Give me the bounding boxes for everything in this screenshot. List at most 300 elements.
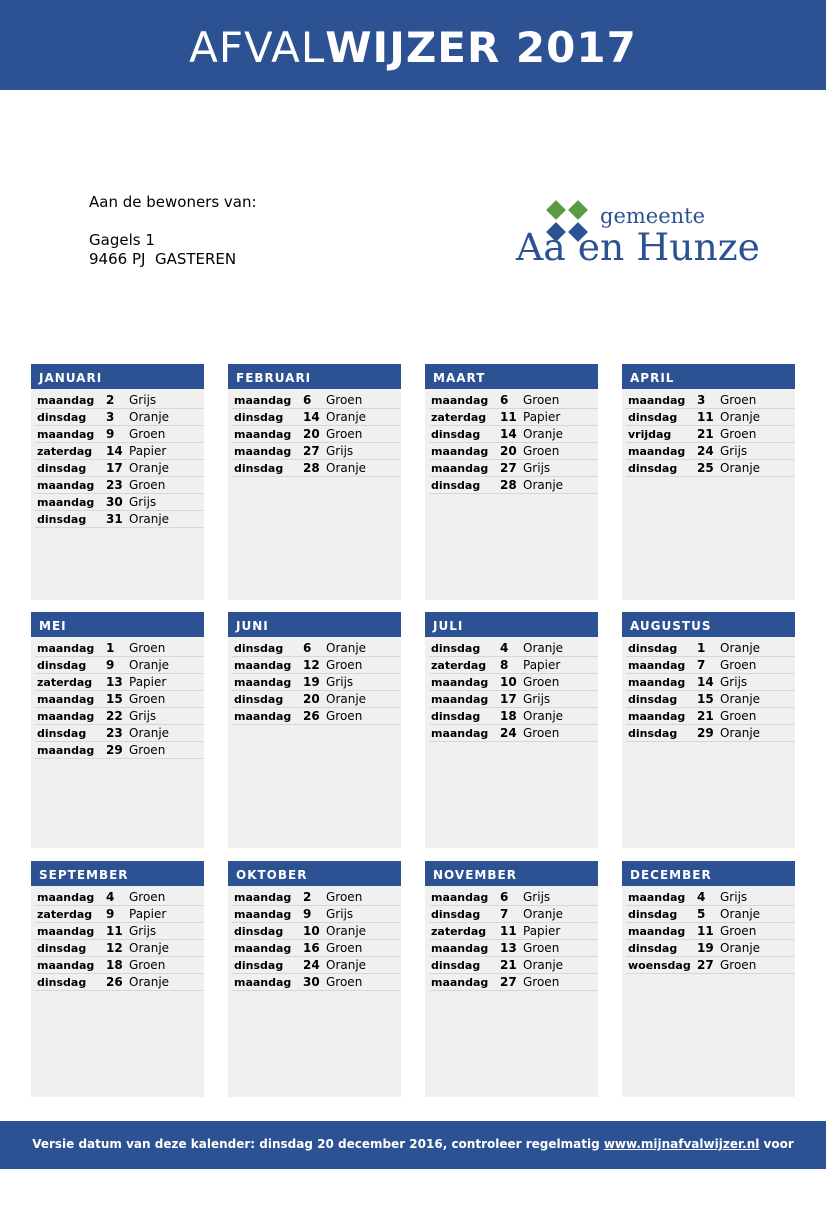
month-entries bbox=[228, 389, 401, 477]
collection-day: maandag bbox=[628, 445, 686, 458]
collection-day: dinsdag bbox=[37, 659, 87, 672]
collection-row bbox=[35, 923, 204, 940]
collection-day: maandag bbox=[37, 428, 95, 441]
collection-date: 4 bbox=[697, 890, 706, 904]
collection-date: 14 bbox=[500, 427, 517, 441]
collection-date: 28 bbox=[500, 478, 517, 492]
collection-row bbox=[35, 511, 204, 528]
collection-day: maandag bbox=[37, 693, 95, 706]
collection-day: dinsdag bbox=[628, 908, 678, 921]
collection-row bbox=[232, 392, 401, 409]
collection-row bbox=[35, 974, 204, 991]
month-title: AUGUSTUS bbox=[622, 612, 795, 637]
collection-type: Grijs bbox=[129, 924, 157, 938]
collection-date: 10 bbox=[500, 675, 517, 689]
collection-date: 19 bbox=[303, 675, 320, 689]
collection-day: maandag bbox=[37, 496, 95, 509]
collection-type: Oranje bbox=[129, 512, 170, 526]
collection-date: 27 bbox=[303, 444, 320, 458]
collection-day: maandag bbox=[628, 925, 686, 938]
month-12 bbox=[622, 861, 795, 1097]
collection-type: Oranje bbox=[326, 924, 367, 938]
collection-date: 21 bbox=[697, 427, 714, 441]
collection-row bbox=[626, 409, 795, 426]
collection-row bbox=[626, 957, 795, 974]
collection-row bbox=[35, 426, 204, 443]
collection-type: Groen bbox=[720, 958, 757, 972]
collection-date: 2 bbox=[303, 890, 312, 904]
collection-type: Grijs bbox=[523, 461, 551, 475]
collection-row bbox=[429, 691, 598, 708]
month-8 bbox=[622, 612, 795, 848]
collection-row bbox=[35, 494, 204, 511]
collection-type: Oranje bbox=[326, 641, 367, 655]
collection-row bbox=[626, 460, 795, 477]
footer-link[interactable]: www.mijnafvalwijzer.nl bbox=[603, 1137, 760, 1151]
collection-day: maandag bbox=[431, 976, 489, 989]
collection-row bbox=[35, 477, 204, 494]
collection-day: woensdag bbox=[628, 959, 691, 972]
month-entries bbox=[31, 389, 204, 528]
collection-type: Grijs bbox=[129, 495, 157, 509]
collection-type: Groen bbox=[326, 393, 363, 407]
collection-type: Oranje bbox=[129, 726, 170, 740]
collection-type: Oranje bbox=[523, 427, 564, 441]
collection-day: maandag bbox=[431, 727, 489, 740]
collection-day: maandag bbox=[431, 445, 489, 458]
collection-date: 28 bbox=[303, 461, 320, 475]
collection-date: 18 bbox=[500, 709, 517, 723]
collection-row bbox=[626, 906, 795, 923]
collection-date: 23 bbox=[106, 726, 123, 740]
collection-date: 27 bbox=[500, 975, 517, 989]
collection-day: dinsdag bbox=[234, 959, 284, 972]
collection-type: Oranje bbox=[129, 461, 170, 475]
collection-row bbox=[232, 923, 401, 940]
collection-date: 11 bbox=[106, 924, 123, 938]
title-bold: WIJZER 2017 bbox=[325, 23, 637, 72]
collection-date: 23 bbox=[106, 478, 123, 492]
collection-type: Groen bbox=[129, 692, 166, 706]
collection-day: maandag bbox=[37, 925, 95, 938]
collection-day: maandag bbox=[234, 394, 292, 407]
collection-date: 1 bbox=[697, 641, 706, 655]
collection-row bbox=[626, 443, 795, 460]
collection-row bbox=[35, 443, 204, 460]
collection-day: maandag bbox=[234, 891, 292, 904]
collection-row bbox=[626, 940, 795, 957]
logo-line2: Aa en Hunze bbox=[514, 226, 760, 268]
collection-date: 2 bbox=[106, 393, 115, 407]
collection-type: Groen bbox=[129, 427, 166, 441]
collection-date: 7 bbox=[500, 907, 509, 921]
collection-row bbox=[429, 409, 598, 426]
collection-date: 14 bbox=[303, 410, 320, 424]
collection-row bbox=[35, 640, 204, 657]
collection-day: zaterdag bbox=[37, 445, 93, 458]
logo-line1: gemeente bbox=[600, 204, 706, 228]
collection-row bbox=[429, 674, 598, 691]
collection-day: maandag bbox=[37, 394, 95, 407]
collection-day: maandag bbox=[431, 462, 489, 475]
collection-row bbox=[429, 708, 598, 725]
collection-type: Groen bbox=[326, 709, 363, 723]
collection-date: 26 bbox=[303, 709, 320, 723]
collection-row bbox=[626, 640, 795, 657]
collection-row bbox=[429, 443, 598, 460]
collection-date: 9 bbox=[303, 907, 312, 921]
page-footer bbox=[0, 1121, 826, 1197]
address-block bbox=[89, 193, 257, 269]
collection-type: Oranje bbox=[326, 461, 367, 475]
collection-row bbox=[429, 477, 598, 494]
month-entries bbox=[228, 637, 401, 725]
collection-day: zaterdag bbox=[431, 411, 487, 424]
collection-day: maandag bbox=[37, 891, 95, 904]
collection-type: Oranje bbox=[523, 958, 564, 972]
collection-date: 31 bbox=[106, 512, 123, 526]
title-light: AFVAL bbox=[189, 23, 326, 72]
collection-date: 11 bbox=[500, 924, 517, 938]
month-title: DECEMBER bbox=[622, 861, 795, 886]
collection-row bbox=[35, 889, 204, 906]
collection-type: Groen bbox=[720, 924, 757, 938]
month-entries bbox=[31, 637, 204, 759]
address-city: 9466 PJ GASTEREN bbox=[89, 250, 237, 268]
collection-row bbox=[429, 426, 598, 443]
collection-type: Papier bbox=[523, 924, 561, 938]
collection-date: 27 bbox=[697, 958, 714, 972]
collection-row bbox=[232, 889, 401, 906]
month-title: MEI bbox=[31, 612, 204, 637]
collection-row bbox=[35, 708, 204, 725]
collection-row bbox=[626, 674, 795, 691]
collection-row bbox=[35, 906, 204, 923]
collection-type: Oranje bbox=[720, 907, 761, 921]
collection-type: Papier bbox=[129, 907, 167, 921]
collection-type: Oranje bbox=[129, 975, 170, 989]
collection-type: Oranje bbox=[720, 941, 761, 955]
collection-row bbox=[232, 443, 401, 460]
collection-day: dinsdag bbox=[628, 411, 678, 424]
collection-date: 15 bbox=[697, 692, 714, 706]
collection-type: Groen bbox=[326, 427, 363, 441]
collection-day: dinsdag bbox=[37, 976, 87, 989]
collection-row bbox=[35, 460, 204, 477]
collection-date: 30 bbox=[303, 975, 320, 989]
month-entries bbox=[425, 886, 598, 991]
collection-row bbox=[35, 657, 204, 674]
collection-day: dinsdag bbox=[234, 693, 284, 706]
collection-row bbox=[232, 640, 401, 657]
collection-day: zaterdag bbox=[37, 676, 93, 689]
collection-date: 13 bbox=[500, 941, 517, 955]
collection-type: Grijs bbox=[523, 890, 551, 904]
collection-row bbox=[626, 691, 795, 708]
collection-row bbox=[35, 674, 204, 691]
collection-type: Grijs bbox=[720, 444, 748, 458]
collection-date: 8 bbox=[500, 658, 509, 672]
collection-row bbox=[626, 889, 795, 906]
collection-row bbox=[35, 940, 204, 957]
collection-day: maandag bbox=[431, 942, 489, 955]
month-title: OKTOBER bbox=[228, 861, 401, 886]
collection-row bbox=[626, 657, 795, 674]
collection-day: dinsdag bbox=[37, 727, 87, 740]
collection-day: dinsdag bbox=[234, 411, 284, 424]
collection-date: 24 bbox=[500, 726, 517, 740]
collection-row bbox=[626, 725, 795, 742]
collection-row bbox=[429, 460, 598, 477]
collection-day: maandag bbox=[628, 676, 686, 689]
collection-day: maandag bbox=[37, 479, 95, 492]
collection-row bbox=[232, 708, 401, 725]
collection-date: 18 bbox=[106, 958, 123, 972]
collection-day: dinsdag bbox=[431, 959, 481, 972]
month-5 bbox=[31, 612, 204, 848]
collection-row bbox=[35, 725, 204, 742]
collection-type: Oranje bbox=[720, 726, 761, 740]
collection-day: dinsdag bbox=[628, 642, 678, 655]
collection-date: 9 bbox=[106, 427, 115, 441]
collection-day: maandag bbox=[234, 710, 292, 723]
collection-day: maandag bbox=[234, 428, 292, 441]
collection-date: 29 bbox=[106, 743, 123, 757]
collection-date: 20 bbox=[500, 444, 517, 458]
collection-day: maandag bbox=[431, 394, 489, 407]
month-7 bbox=[425, 612, 598, 848]
collection-row bbox=[232, 691, 401, 708]
collection-date: 22 bbox=[106, 709, 123, 723]
collection-date: 12 bbox=[106, 941, 123, 955]
collection-row bbox=[35, 392, 204, 409]
month-9 bbox=[31, 861, 204, 1097]
collection-type: Oranje bbox=[326, 692, 367, 706]
collection-day: maandag bbox=[234, 445, 292, 458]
collection-day: dinsdag bbox=[431, 710, 481, 723]
collection-row bbox=[35, 691, 204, 708]
collection-type: Groen bbox=[129, 890, 166, 904]
collection-date: 24 bbox=[697, 444, 714, 458]
collection-type: Groen bbox=[326, 975, 363, 989]
collection-day: maandag bbox=[628, 710, 686, 723]
collection-day: zaterdag bbox=[431, 659, 487, 672]
collection-date: 30 bbox=[106, 495, 123, 509]
collection-date: 9 bbox=[106, 658, 115, 672]
collection-row bbox=[232, 674, 401, 691]
collection-day: maandag bbox=[234, 676, 292, 689]
collection-date: 29 bbox=[697, 726, 714, 740]
collection-day: zaterdag bbox=[37, 908, 93, 921]
collection-date: 12 bbox=[303, 658, 320, 672]
collection-type: Oranje bbox=[720, 641, 761, 655]
collection-row bbox=[626, 923, 795, 940]
collection-type: Oranje bbox=[720, 410, 761, 424]
collection-type: Groen bbox=[720, 709, 757, 723]
collection-date: 26 bbox=[106, 975, 123, 989]
collection-date: 17 bbox=[106, 461, 123, 475]
month-2 bbox=[228, 364, 401, 600]
collection-row bbox=[232, 974, 401, 991]
collection-type: Grijs bbox=[129, 393, 157, 407]
collection-day: vrijdag bbox=[628, 428, 672, 441]
collection-date: 21 bbox=[500, 958, 517, 972]
collection-day: dinsdag bbox=[37, 942, 87, 955]
collection-day: dinsdag bbox=[431, 428, 481, 441]
collection-date: 21 bbox=[697, 709, 714, 723]
collection-type: Oranje bbox=[523, 907, 564, 921]
month-3 bbox=[425, 364, 598, 600]
collection-type: Grijs bbox=[326, 907, 354, 921]
month-title: MAART bbox=[425, 364, 598, 389]
collection-date: 14 bbox=[106, 444, 123, 458]
collection-date: 25 bbox=[697, 461, 714, 475]
collection-day: maandag bbox=[37, 959, 95, 972]
footer-text-end: voor wijzigingen! bbox=[371, 1137, 794, 1197]
collection-day: maandag bbox=[234, 659, 292, 672]
collection-day: maandag bbox=[431, 693, 489, 706]
collection-day: dinsdag bbox=[628, 462, 678, 475]
collection-type: Groen bbox=[129, 958, 166, 972]
collection-day: dinsdag bbox=[628, 693, 678, 706]
collection-day: maandag bbox=[37, 642, 95, 655]
collection-row bbox=[429, 725, 598, 742]
month-10 bbox=[228, 861, 401, 1097]
collection-date: 11 bbox=[697, 410, 714, 424]
collection-date: 6 bbox=[303, 641, 312, 655]
collection-day: dinsdag bbox=[431, 908, 481, 921]
collection-type: Groen bbox=[129, 641, 166, 655]
month-title: JULI bbox=[425, 612, 598, 637]
collection-row bbox=[626, 426, 795, 443]
collection-type: Oranje bbox=[326, 410, 367, 424]
collection-row bbox=[429, 974, 598, 991]
collection-row bbox=[429, 923, 598, 940]
month-entries bbox=[228, 886, 401, 991]
collection-type: Oranje bbox=[523, 641, 564, 655]
collection-day: maandag bbox=[37, 744, 95, 757]
collection-date: 11 bbox=[697, 924, 714, 938]
collection-date: 24 bbox=[303, 958, 320, 972]
collection-type: Grijs bbox=[523, 692, 551, 706]
collection-type: Grijs bbox=[129, 709, 157, 723]
month-11 bbox=[425, 861, 598, 1097]
collection-date: 13 bbox=[106, 675, 123, 689]
collection-day: dinsdag bbox=[628, 942, 678, 955]
collection-type: Papier bbox=[129, 444, 167, 458]
collection-type: Grijs bbox=[720, 890, 748, 904]
collection-day: maandag bbox=[628, 891, 686, 904]
collection-day: dinsdag bbox=[431, 642, 481, 655]
collection-day: dinsdag bbox=[628, 727, 678, 740]
collection-day: maandag bbox=[234, 942, 292, 955]
collection-row bbox=[35, 409, 204, 426]
collection-type: Groen bbox=[326, 890, 363, 904]
collection-row bbox=[232, 657, 401, 674]
collection-date: 3 bbox=[697, 393, 706, 407]
collection-row bbox=[429, 657, 598, 674]
collection-type: Groen bbox=[129, 743, 166, 757]
collection-type: Groen bbox=[720, 658, 757, 672]
collection-day: maandag bbox=[628, 659, 686, 672]
collection-day: dinsdag bbox=[37, 462, 87, 475]
collection-row bbox=[429, 940, 598, 957]
collection-day: dinsdag bbox=[431, 479, 481, 492]
collection-type: Groen bbox=[523, 975, 560, 989]
collection-type: Groen bbox=[326, 658, 363, 672]
month-4 bbox=[622, 364, 795, 600]
collection-type: Grijs bbox=[326, 675, 354, 689]
collection-date: 6 bbox=[500, 393, 509, 407]
collection-day: dinsdag bbox=[234, 925, 284, 938]
month-entries bbox=[622, 389, 795, 477]
municipality-logo bbox=[514, 196, 764, 268]
collection-date: 4 bbox=[500, 641, 509, 655]
collection-date: 4 bbox=[106, 890, 115, 904]
footer-text: Versie datum van deze kalender: dinsdag 20 december 2016, controleer regelmatig bbox=[32, 1137, 604, 1151]
month-1 bbox=[31, 364, 204, 600]
collection-row bbox=[626, 392, 795, 409]
collection-date: 17 bbox=[500, 692, 517, 706]
collection-date: 20 bbox=[303, 427, 320, 441]
collection-type: Groen bbox=[523, 393, 560, 407]
month-title: NOVEMBER bbox=[425, 861, 598, 886]
collection-row bbox=[232, 940, 401, 957]
collection-type: Groen bbox=[129, 478, 166, 492]
collection-type: Oranje bbox=[523, 709, 564, 723]
collection-type: Oranje bbox=[523, 478, 564, 492]
collection-row bbox=[429, 957, 598, 974]
collection-row bbox=[429, 392, 598, 409]
collection-type: Groen bbox=[523, 941, 560, 955]
collection-row bbox=[429, 889, 598, 906]
collection-row bbox=[35, 957, 204, 974]
month-6 bbox=[228, 612, 401, 848]
collection-date: 27 bbox=[500, 461, 517, 475]
collection-date: 20 bbox=[303, 692, 320, 706]
month-title: JUNI bbox=[228, 612, 401, 637]
collection-type: Oranje bbox=[129, 658, 170, 672]
collection-row bbox=[429, 640, 598, 657]
collection-type: Oranje bbox=[129, 410, 170, 424]
collection-date: 9 bbox=[106, 907, 115, 921]
collection-row bbox=[35, 742, 204, 759]
collection-type: Groen bbox=[523, 444, 560, 458]
collection-date: 16 bbox=[303, 941, 320, 955]
collection-date: 5 bbox=[697, 907, 706, 921]
collection-day: maandag bbox=[37, 710, 95, 723]
collection-type: Oranje bbox=[720, 461, 761, 475]
collection-date: 10 bbox=[303, 924, 320, 938]
month-entries bbox=[425, 389, 598, 494]
collection-date: 15 bbox=[106, 692, 123, 706]
collection-type: Groen bbox=[523, 726, 560, 740]
collection-row bbox=[232, 906, 401, 923]
month-entries bbox=[622, 886, 795, 974]
logo-emblem-icon bbox=[514, 196, 764, 268]
collection-type: Oranje bbox=[720, 692, 761, 706]
address-intro: Aan de bewoners van: bbox=[89, 193, 257, 211]
collection-row bbox=[232, 409, 401, 426]
month-title: SEPTEMBER bbox=[31, 861, 204, 886]
collection-day: maandag bbox=[234, 976, 292, 989]
collection-day: maandag bbox=[431, 891, 489, 904]
collection-day: maandag bbox=[234, 908, 292, 921]
collection-day: dinsdag bbox=[234, 462, 284, 475]
month-title: APRIL bbox=[622, 364, 795, 389]
collection-type: Papier bbox=[523, 410, 561, 424]
collection-type: Papier bbox=[129, 675, 167, 689]
